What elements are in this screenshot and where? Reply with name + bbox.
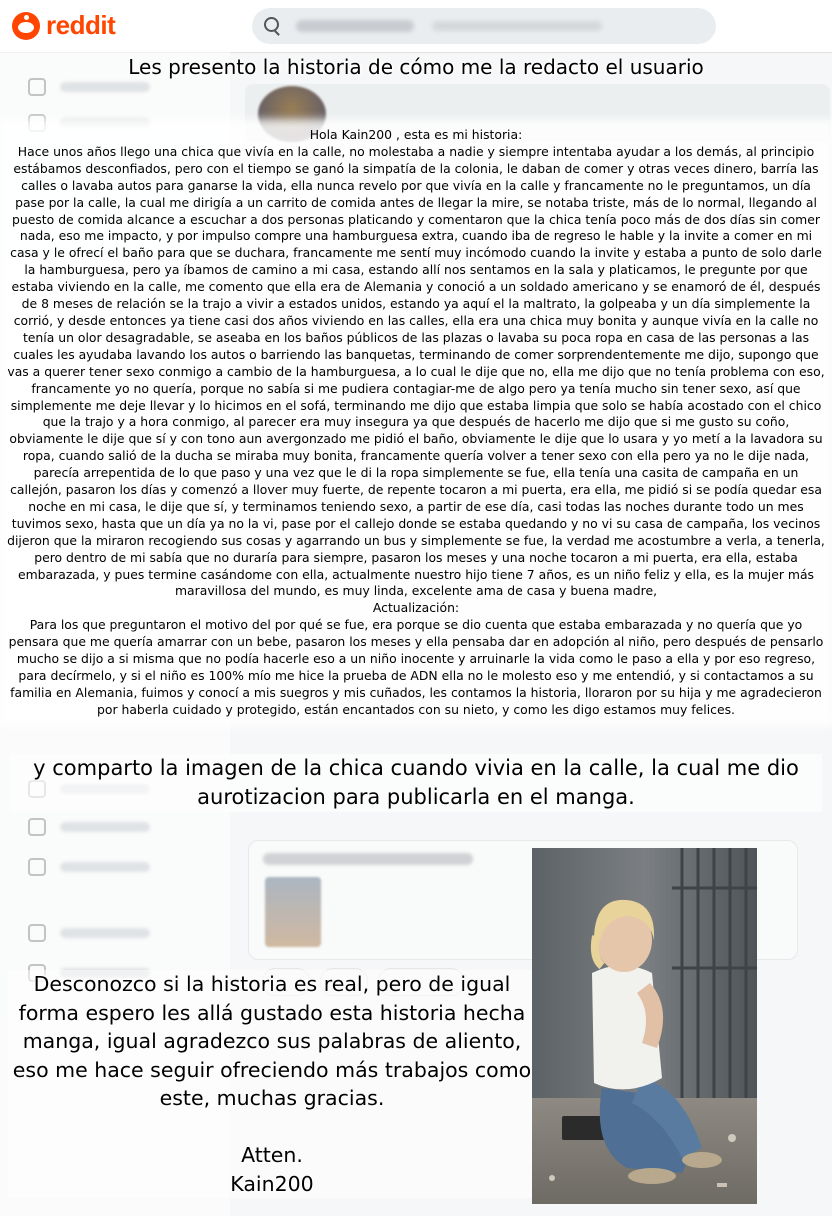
closing-message [8,970,536,1198]
sidebar-item-rules[interactable] [28,924,188,942]
closing-signoff: Atten. [241,1142,303,1167]
search-icon [264,17,279,32]
sidebar-item-label [60,862,150,872]
story-greeting: Hola Kain200 , esta es mi historia: [309,127,523,142]
sidebar-item-topics[interactable] [28,858,188,876]
sidebar-item-label [60,822,150,832]
photo-illustration [532,848,757,1204]
reddit-logo-text: reddit [46,10,116,40]
story-update-label: Actualización: [372,600,460,616]
closing-author: Kain200 [230,1171,314,1196]
star-icon [28,818,46,836]
share-caption: y comparto la imagen de la chica cuando vivia en la calle, la cual me dio aurotizacion para publicarla en el manga. [10,754,822,812]
sidebar-item-label [60,82,150,92]
street-girl-photo [532,848,757,1204]
closing-text: Desconozco si la historia es real, pero de igual forma espero les allá gustado esta historia hecha manga, igual agradezco sus palabras de aliento, eso me hace seguir ofreciendo más trabajos como este, muchas gracias. [12,972,532,1111]
reddit-topbar [0,0,832,53]
search-bar[interactable] [252,8,716,44]
story-body: Hace unos años llego una chica que vivía en la calle, no molestaba a nadie y siempre intentaba ayudar a los demás, al principio estábamos desconfiados, pero con el tiempo se ganó la simpatía de la colonia, le daban de comer y otras veces dinero, barría las calles o lavaba autos para ganarse la vida, ella nunca revelo por que vivía en la calle y francamente no le preguntamos, un día pase por la calle, la cual me dirigía a un carrito de comida antes de llegar la mire, se notaba triste, más de lo normal, llegando al puesto de comida alcance a escuchar a dos personas platicando y comentaron que la chica tenía poco más de dos días sin comer nada, eso me impacto, y por impulso compre una hamburguesa extra, cuando iba de regreso le hable y la invite a comer en mi casa y le ofrecí el baño para que se duchara, francamente me sentí muy incómodo cuando la invite y estaba a punto de solo darle la hamburguesa, pero ya íbamos de camino a mi casa, estando allí nos sentamos en la sala y platicamos, le pregunte por que estaba viviendo en la calle, me comento que ella era de Alemania y conoció a un soldado americano y se enamoró de él, después de 8 meses de relación se la trajo a vivir a estados unidos, estando ya aquí el la maltrato, la golpeaba y un día simplemente la corrió, y desde entonces ya tiene casi dos años viviendo en las calles, ella era una chica muy bonita y aunque vivía en la calle no tenía un olor desagradable, se aseaba en los baños públicos de las plazas o lavaba su poca ropa en casa de las personas a las cuales les ayudaba lavando los autos o barriendo las banquetas, terminando de comer sorprendentemente me dijo, supongo que vas a querer tener sexo conmigo a cambio de la hamburguesa, a lo cual le dije que no, ella me dijo que no tenía problema con eso, francamente yo no quería, porque no sabía si me pudiera contagiar-me de algo pero ya tenía mucho sin tener sexo, así que simplemente me deje llevar y lo hicimos en el sofá, terminando me dijo que estaba limpia que solo se había acostado con el chico que la trajo y a hora conmigo, al parecer era muy insegura ya que después de hacerlo me dijo que si me gusto su coño, obviamente le dije que sí y con tono aun avergonzado me pidió el baño, obviamente le dije que lo usara y yo metí a la lavadora su ropa, cuando salió de la ducha se miraba muy bonita, francamente quería volver a tener sexo con ella pero ya no le dije nada, parecía arrepentida de lo que paso y una vez que le di la ropa simplemente se fue, ella tenía una casita de campaña en un callejón, pasaron los días y comenzó a llover muy fuerte, de repente tocaron a mi puerta, era ella, me pidió si se podía quedar esa noche en mi casa, le dije que sí, y terminamos teniendo sexo, a partir de ese día, casi todas las noches durante todo un mes tuvimos sexo, hasta que un día ya no la vi, pase por el callejo donde se estaba quedando y no vi su casa de campaña, los vecinos dijeron que la miraron recogiendo sus cosas y agarrando un bus y simplemente se fue, la verdad me acostumbre a verla, a tenerla, pero dentro de mi sabía que no duraría para siempre, pasaron los meses y una noche tocaron a mi puerta, era ella, estaba embarazada, y pues termine casándome con ella, actualmente nuestro hijo tiene 7 años, es un niño feliz y ella, es la mujer más maravillosa del mundo, es muy linda, excelente ama de casa y buena madre, [7,143,825,599]
topics-icon [28,858,46,876]
story-update: Para los que preguntaron el motivo del por qué se fue, era porque se dio cuenta que estaba embarazada y no quería que yo pensara que me quería amarrar con un bebe, pasaron los meses y ella pensaba dar en adopción al niño, pero después de pensarlo mucho se dijo a si misma que no podía hacerle eso a un niño inocente y arruinarle la vida como le paso a ella y por eso regreso, para decírmelo, y si el niño es 100% mío me hice la prueba de ADN ella no le molesto eso y me entendió, y si contactamos a su familia en Alemania, fuimos y conocí a mis suegros y mis cuñados, les contamos la historia, lloraron por su hija y me agradecieron por haberla cuidado y protegido, están encantados con su nieto, y como les digo estamos muy felices. [8,617,824,717]
sidebar-item-best[interactable] [28,818,188,836]
rules-icon [28,924,46,942]
story-text-block [6,127,826,719]
reddit-logo[interactable] [12,10,115,41]
related-post-title [263,853,473,865]
related-post-thumbnail [265,877,321,947]
overlay-title: Les presento la historia de cómo me la redacto el usuario [128,55,704,79]
reddit-alien-icon [12,12,40,40]
sidebar-item-label [60,928,150,938]
search-scope-chip[interactable] [296,20,414,32]
search-placeholder [432,21,602,31]
